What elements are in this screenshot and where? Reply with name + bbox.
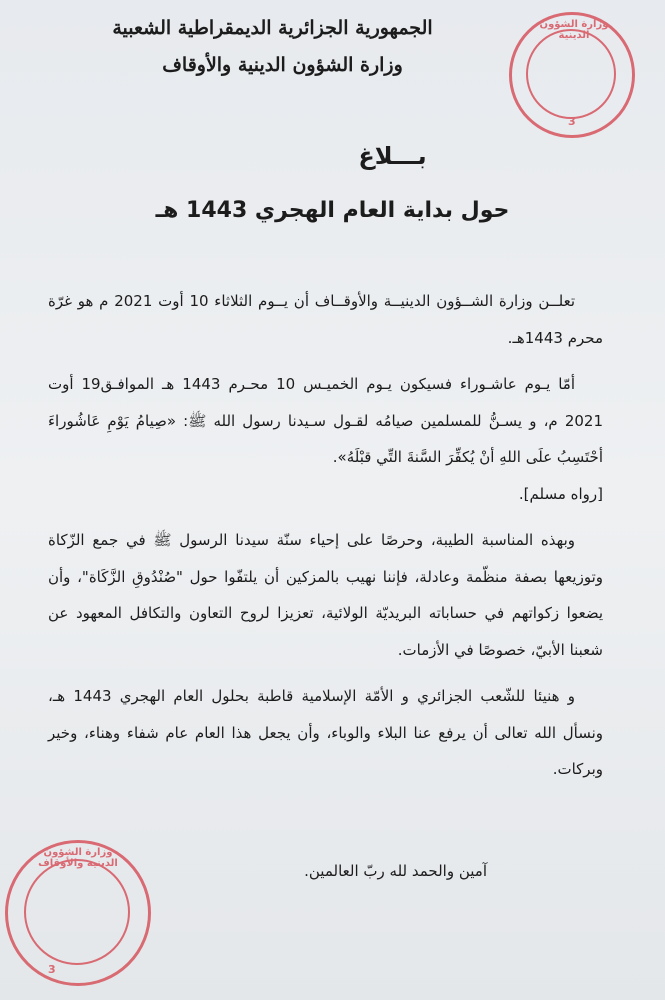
republic-name: الجمهورية الجزائرية الديمقراطية الشعبية (112, 17, 433, 39)
closing-line: آمين والحمد لله ربّ العالمين. (304, 862, 487, 880)
paragraph-ashura: أمّا يـوم عاشـوراء فسيكون يـوم الخميـس 10 محـرم 1443 هـ الموافـق19 أوت 2021 م، و يسـنُّ للمسلمين صيامُه لقـول سـيدنا رسول الله ﷺ: «صِيامُ يَوْمِ عَاشُوراءَ أحْتَسِبُ علَى اللهِ أنْ يُكفِّرَ السَّنةَ التِّي قبْلَهُ». (48, 375, 603, 466)
hadith-citation: [رواه مسلم]. (518, 484, 603, 503)
stamp-bottom-text: وزارة الشؤون الدينية والأوقاف (38, 847, 118, 869)
announcement-body (48, 283, 603, 788)
stamp-inner-ring (24, 859, 130, 965)
paragraph-zakat: وبهذه المناسبة الطيبة، وحرصًا على إحياء سنّة سيدنا الرسول ﷺ في جمع الزّكاة وتوزيعها بصفة منظّمة وعادلة، فإننا نهيب بالمزكين أن يلتفّوا حول "صُنْدُوقِ الزَّكَاة"، وأن يضعوا زكواتهم في حساباته البريديّة الولائية، تعزيزا لروح التعاون والتكافل المعهود عن شعبنا الأبيّ، خصوصًا في الأزمات. (48, 531, 603, 659)
stamp-top-number: 3 (568, 115, 576, 128)
stamp-inner-ring (526, 29, 616, 119)
stamp-top-text: وزارة الشؤون الدينية (539, 19, 609, 41)
paragraph-date-announcement: تعلــن وزارة الشــؤون الدينيــة والأوقــاف أن يــوم الثلاثاء 10 أوت 2021 م هو غرّة محرم 1443هـ. (48, 292, 603, 347)
official-stamp-top (509, 12, 635, 138)
stamp-bottom-number: 3 (48, 963, 56, 976)
ministry-name: وزارة الشؤون الدينية والأوقاف (162, 54, 403, 76)
announcement-title: بـــلاغ (358, 142, 427, 170)
paragraph-congratulations: و هنيئا للشّعب الجزائري و الأمّة الإسلامية قاطبة بحلول العام الهجري 1443 هـ، ونسأل الله تعالى أن يرفع عنا البلاء والوباء، وأن يجعل هذا العام عام شفاء وهناء، وخير وبركات. (48, 687, 603, 778)
announcement-subtitle: حول بداية العام الهجري 1443 هـ (155, 198, 510, 223)
official-stamp-bottom (5, 840, 151, 986)
